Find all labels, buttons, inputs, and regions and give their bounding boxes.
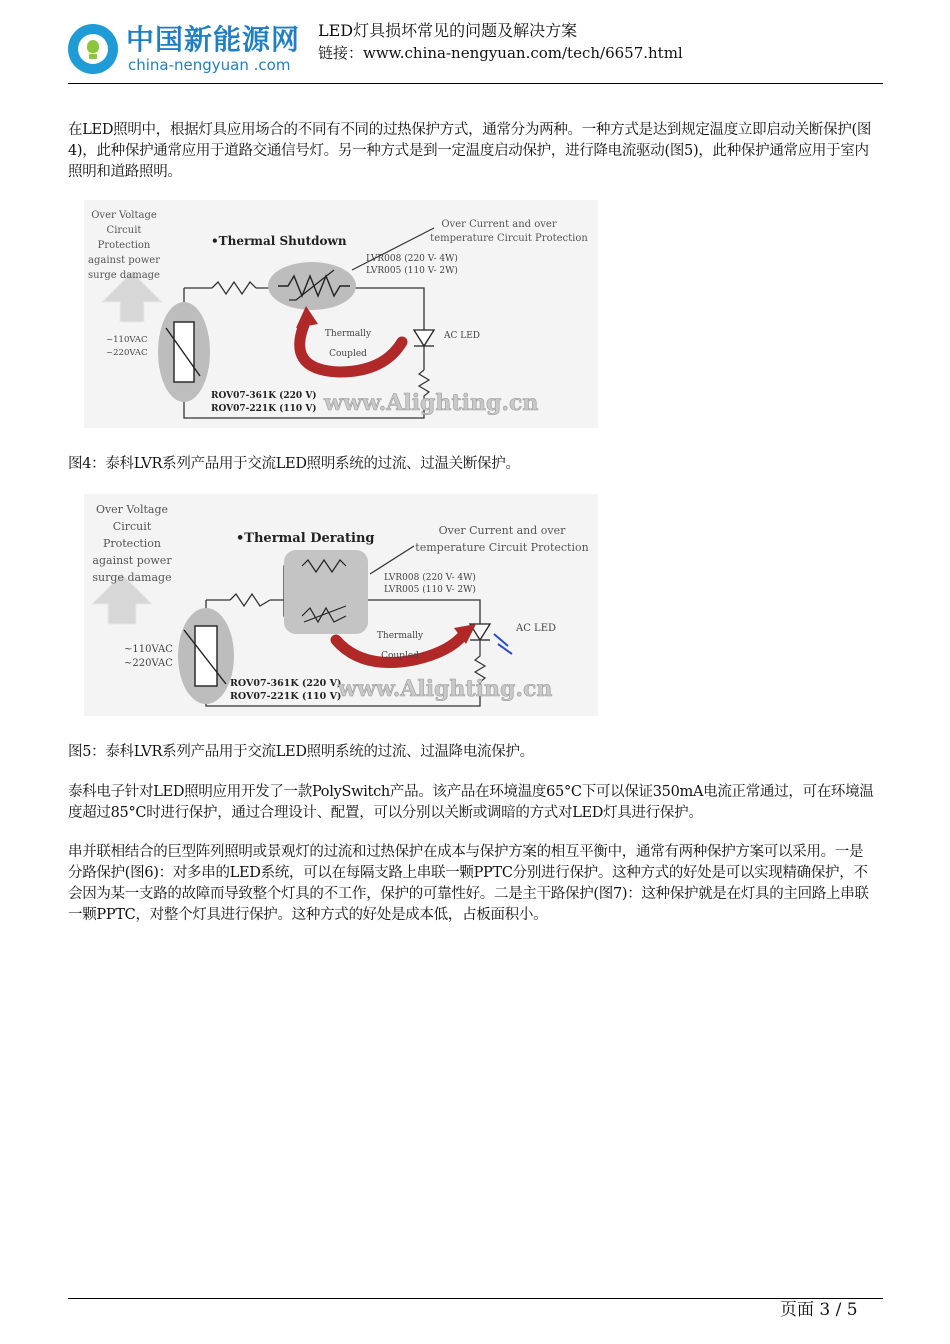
f5-vac-2: ~220VAC xyxy=(124,658,173,669)
figure-5-diagram xyxy=(84,494,598,716)
figure-5-svg xyxy=(84,494,598,716)
f5-watermark: www.Alighting.cn xyxy=(338,676,553,702)
logo-chinese-text: 中国新能源网 xyxy=(126,23,301,56)
f5-oc-2: temperature Circuit Protection xyxy=(415,541,589,554)
f5-vac-1: ~110VAC xyxy=(124,644,173,655)
f5-rov-2: ROV07-221K (110 V) xyxy=(230,691,342,702)
f5-ac-led: AC LED xyxy=(516,623,557,634)
f4-thermally-1: Thermally xyxy=(324,329,372,339)
f4-ov-2: Circuit xyxy=(106,225,142,236)
f4-ov-4: against power xyxy=(88,255,160,266)
f5-ov-2: Circuit xyxy=(112,520,152,533)
figure-4-svg xyxy=(84,200,598,428)
paragraph-2: 泰科电子针对LED照明应用开发了一款PolySwitch产品。该产品在环境温度65°C下可以保证350mA电流正常通过，可在环境温度超过85°C时进行保护，通过合理设计、配置，可以分别以关断或调暗的方式对LED灯具进行保护。 xyxy=(68,784,874,821)
f5-ov-5: surge damage xyxy=(92,571,172,584)
f5-lvr-2: LVR005 (110 V- 2W) xyxy=(384,585,476,595)
paragraph-3: 串并联相结合的巨型阵列照明或景观灯的过流和过热保护在成本与保护方案的相互平衡中，通常有两种保护方案可以采用。一是分路保护(图6)：对多串的LED系统，可以在每隔支路上串联一颗PPTC分别进行保护。这种方式的好处是可以实现精确保护，不会因为某一支路的故障而导致整个灯具的不工作，保护的可靠性好。二是主干路保护(图7)：这种保护就是在灯具的主回路上串联一颗PPTC，对整个灯具进行保护。这种方式的好处是成本低，占板面积小。 xyxy=(68,844,869,923)
f4-rov-2: ROV07-221K (110 V) xyxy=(211,404,317,414)
f5-thermally-1: Thermally xyxy=(376,631,424,641)
f5-thermally-2: Coupled xyxy=(381,651,419,661)
f5-ov-1: Over Voltage xyxy=(95,503,169,516)
f5-ov-3: Protection xyxy=(102,537,162,550)
f4-ov-5: surge damage xyxy=(88,270,160,281)
f4-vac-1: ~110VAC xyxy=(106,335,148,345)
document-title: LED灯具损坏常见的问题及解决方案 xyxy=(318,21,578,40)
f4-ov-1: Over Voltage xyxy=(91,210,157,221)
document-link[interactable]: 链接：www.china-nengyuan.com/tech/6657.html xyxy=(318,44,683,62)
f5-oc-1: Over Current and over xyxy=(438,524,566,537)
logo-domain-text: china-nengyuan .com xyxy=(128,56,291,74)
paragraph-1: 在LED照明中，根据灯具应用场合的不同有不同的过热保护方式，通常分为两种。一种方式是达到规定温度立即启动关断保护(图4)，此种保护通常应用于道路交通信号灯。另一种方式是到一定温度启动保护，进行降电流驱动(图5)，此种保护通常应用于室内照明和道路照明。 xyxy=(68,122,872,180)
page-number: 页面 3 / 5 xyxy=(780,1300,858,1320)
f4-thermally-2: Coupled xyxy=(329,349,367,359)
figure-4-diagram xyxy=(84,200,598,428)
header-divider xyxy=(68,83,883,84)
f4-rov-1: ROV07-361K (220 V) xyxy=(211,391,317,401)
f4-lvr-1: LVR008 (220 V- 4W) xyxy=(366,254,458,264)
f4-watermark: www.Alighting.cn xyxy=(324,390,539,416)
f5-rov-1: ROV07-361K (220 V) xyxy=(230,678,342,689)
f4-oc-2: temperature Circuit Protection xyxy=(430,233,588,244)
f4-heading: •Thermal Shutdown xyxy=(211,234,347,248)
f5-ov-4: against power xyxy=(92,554,172,567)
f5-lvr-1: LVR008 (220 V- 4W) xyxy=(384,573,476,583)
figure-5-caption: 图5：泰科LVR系列产品用于交流LED照明系统的过流、过温降电流保护。 xyxy=(68,744,534,760)
f4-ov-3: Protection xyxy=(97,240,151,251)
f4-ac-led: AC LED xyxy=(444,331,481,341)
site-logo xyxy=(68,22,308,78)
f4-vac-2: ~220VAC xyxy=(106,348,148,358)
logo-bulb-icon xyxy=(68,24,118,74)
f4-oc-1: Over Current and over xyxy=(441,219,557,230)
footer-divider xyxy=(68,1298,883,1299)
f4-lvr-2: LVR005 (110 V- 2W) xyxy=(366,266,458,276)
page-header xyxy=(0,0,950,84)
f5-heading: •Thermal Derating xyxy=(236,531,375,546)
figure-4-caption: 图4：泰科LVR系列产品用于交流LED照明系统的过流、过温关断保护。 xyxy=(68,456,520,472)
